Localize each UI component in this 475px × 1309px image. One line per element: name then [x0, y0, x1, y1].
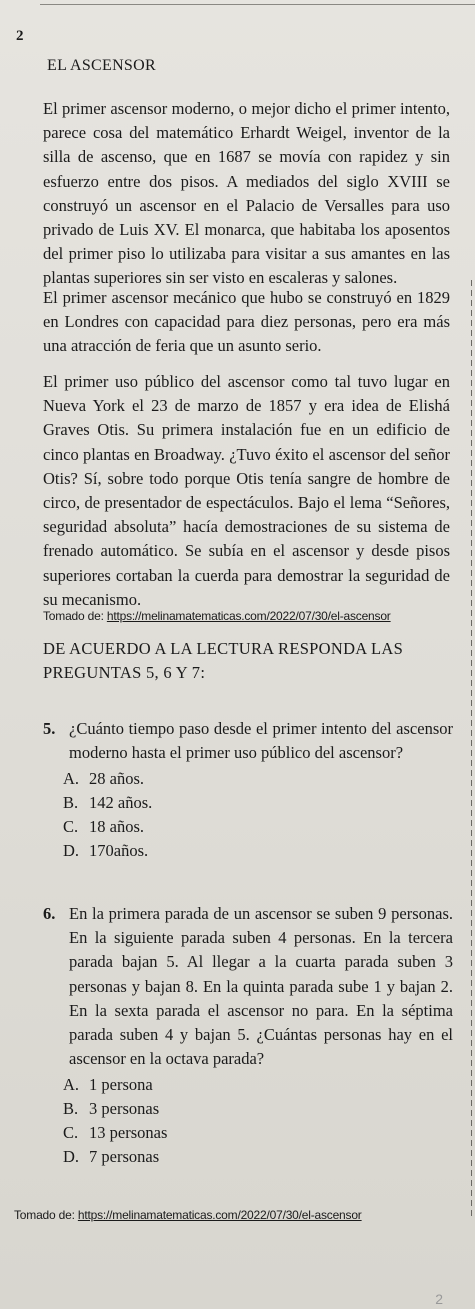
page-number: 2 — [16, 28, 24, 44]
instruction-text: DE ACUERDO A LA LECTURA RESPONDA LAS PREGUNTAS 5, 6 Y 7: — [43, 639, 404, 682]
question-6 — [43, 902, 453, 1169]
options-list — [63, 767, 453, 863]
option-b[interactable]: B. 3 personas — [63, 1099, 160, 1119]
option-d[interactable]: D. 7 personas — [63, 1147, 160, 1167]
source-label: Tomado de: — [14, 1208, 75, 1222]
paragraph-1: El primer ascensor moderno, o mejor dicho el primer intento, parece cosa del matemático Erhardt Weigel, inventor de la silla de ascenso, que en 1687 se movía con rapidez y sin esfuerzo entre dos pisos. A mediados del siglo XVIII se construyó un ascensor en el Palacio de Versalles para uso privado de Luis XV. El monarca, que habitaba los aposentos del primer piso lo utilizaba para visitar a sus amantes en las plantas superiores sin ser visto en escaleras y salones. — [43, 99, 450, 288]
paragraph-3: El primer uso público del ascensor como tal tuvo lugar en Nueva York el 23 de marzo de 1857 y era idea de Elishá Graves Otis. Su primera instalación fue en un edificio de cinco plantas en Broadway. ¿Tuvo éxito el ascensor del señor Otis? Sí, sobre todo porque Otis tenía sangre de hombre de circo, de presentador de espectáculos. Bajo el lema “Señores, seguridad absoluta” hacía demostraciones de su sistema de frenado automático. Se subía en el ascensor y desde pisos superiores cortaban la cuerda para demostrar la seguridad de su mecanismo. — [43, 372, 450, 609]
question-number: 6. — [43, 904, 56, 923]
option-c[interactable]: C. 13 personas — [63, 1123, 168, 1143]
corner-page-mark: 2 — [435, 1291, 443, 1307]
source-link[interactable]: https://melinamatematicas.com/2022/07/30/el-ascensor — [77, 1208, 362, 1222]
options-list — [63, 1073, 453, 1169]
source-citation — [43, 609, 391, 623]
question-text: En la primera parada de un ascensor se suben 9 personas. En la siguiente parada suben 4 personas. En la tercera parada bajan 5. Al llegar a la cuarta parada suben 3 personas y bajan 8. En la quinta parada sube 1 y bajan 2. En la sexta parada el ascensor no para. En la séptima parada suben 4 y bajan 5. ¿Cuántas personas hay en el ascensor en la octava parada? — [69, 904, 453, 1069]
paragraph-2: El primer ascensor mecánico que hubo se construyó en 1829 en Londres con capacidad para diez personas, pero era más una atracción de feria que un asunto serio. — [43, 288, 450, 356]
question-text: ¿Cuánto tiempo paso desde el primer intento del ascensor moderno hasta el primer uso público del ascensor? — [69, 719, 453, 763]
source-link[interactable]: https://melinamatematicas.com/2022/07/30/el-ascensor — [106, 609, 391, 623]
question-number: 5. — [43, 719, 56, 738]
source-citation-bottom — [14, 1208, 362, 1222]
right-margin-line — [471, 280, 472, 1220]
top-divider — [40, 4, 475, 5]
question-5 — [43, 717, 453, 863]
option-b[interactable]: B. 142 años. — [63, 793, 153, 813]
source-label: Tomado de: — [43, 609, 104, 623]
option-d[interactable]: D. 170años. — [63, 841, 149, 861]
option-c[interactable]: C. 18 años. — [63, 817, 144, 837]
option-a[interactable]: A. 1 persona — [63, 1075, 153, 1095]
option-a[interactable]: A. 28 años. — [63, 769, 144, 789]
reading-title: EL ASCENSOR — [47, 57, 156, 74]
